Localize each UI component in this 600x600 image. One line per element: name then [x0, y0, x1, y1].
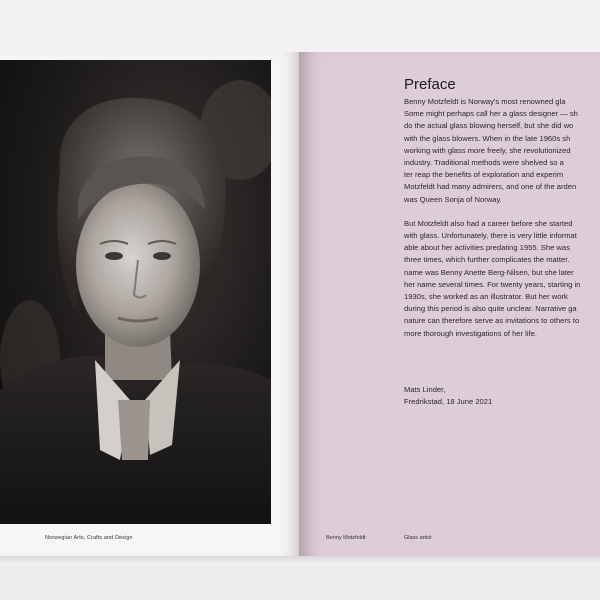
text-line: Benny Motzfeldt is Norway's most renowned gla [404, 97, 566, 106]
page-title: Preface [404, 76, 456, 94]
text-line: three times, which further complicates the matter. [404, 255, 570, 265]
text-line: working with glass more freely, she revolutionized [404, 145, 571, 155]
text-line: was Queen Sonja of Norway. [404, 194, 502, 204]
text-line: with glass. Unfortunately, there is very little informat [404, 231, 577, 241]
portrait-photo [0, 60, 271, 524]
text-line: Motzfeldt had many admirers, and one of the arden [404, 182, 577, 192]
signature-block [404, 384, 492, 408]
right-page-footer-title: Glass artist [404, 535, 432, 541]
left-page-footer: Norwegian Arts, Crafts and Design [45, 535, 133, 541]
right-page-footer-author: Benny Motzfeldt [326, 535, 366, 541]
text-line: ter reap the benefits of exploration and experim [404, 170, 564, 180]
text-line: industry. Traditional methods were shelved so a [404, 158, 564, 168]
text-line: during this period is also quite unclear. Narrative ga [404, 304, 577, 314]
text-line: name was Benny Anette Berg-Nilsen, but she later [404, 267, 574, 277]
preface-body [404, 96, 600, 352]
text-line: her name several times. For twenty years, starting in [404, 279, 581, 289]
text-line: Some might perhaps call her a glass designer — sh [404, 109, 578, 119]
text-line: nature can therefore serve as invitations to others to [404, 316, 580, 326]
preface-paragraph-1 [404, 96, 600, 206]
text-line: 1930s, she worked as an illustrator. But her work [404, 292, 568, 302]
signature-place-date: Fredrikstad, 18 June 2021 [404, 397, 493, 407]
text-line: more thorough investigations of her life. [404, 328, 537, 338]
text-line: do the actual glass blowing herself, but she did wo [404, 121, 574, 131]
text-line: But Motzfeldt also had a career before she started [404, 218, 573, 228]
signature-name: Mats Linder, [404, 385, 446, 394]
text-line: with the glass blowers. When in the late 1960s sh [404, 133, 571, 143]
text-line: able about her activities predating 1955. She was [404, 243, 570, 253]
preface-paragraph-2 [404, 218, 600, 340]
page-edge [0, 556, 600, 562]
